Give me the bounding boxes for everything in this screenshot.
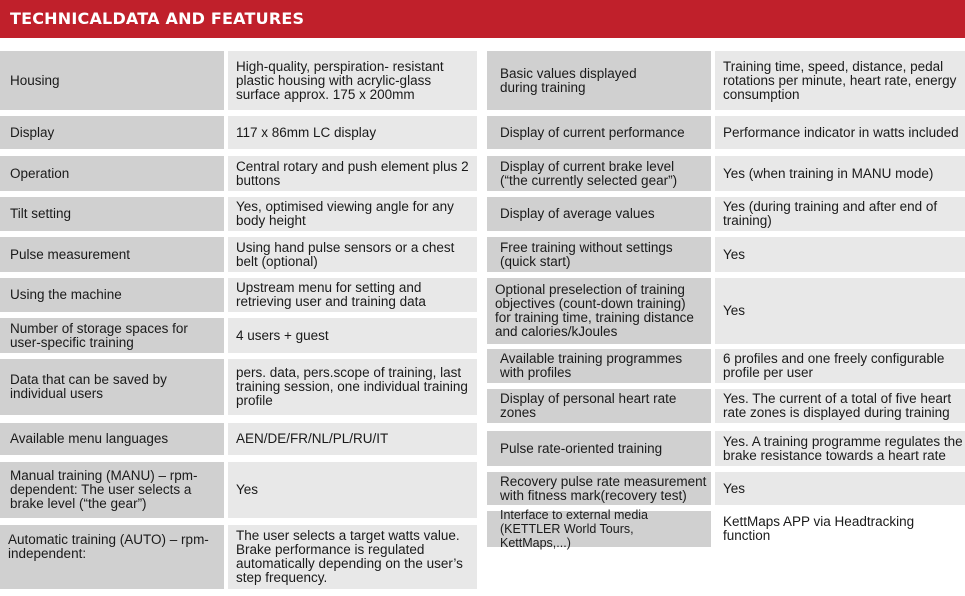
row-label: Display of personal heart rate zones [487,389,711,423]
row-value: Central rotary and push element plus 2 buttons [228,156,477,191]
table-row [0,525,477,589]
row-value: 117 x 86mm LC display [228,116,477,149]
table-row [487,349,965,383]
row-label: Available menu languages [0,423,224,455]
table-row [0,51,477,110]
row-label: Display of current brake level (“the currently selected gear”) [487,156,711,191]
row-value: AEN/DE/FR/NL/PL/RU/IT [228,423,477,455]
page-title: TECHNICALDATA AND FEATURES [0,0,965,38]
table-row [487,472,965,505]
row-label: Tilt setting [0,197,224,231]
row-value: Training time, speed, distance, pedal rotations per minute, heart rate, energy consumption [715,51,965,110]
row-label: Recovery pulse rate measurement with fitness mark(recovery test) [487,472,711,505]
row-label: Optional preselection of training objectives (count-down training) for training time, training distance and calories/kJoules [487,278,711,344]
table-row [487,508,965,550]
row-label: Pulse rate-oriented training [487,431,711,466]
row-value: pers. data, pers.scope of training, last training session, one individual training profile [228,359,477,415]
row-value: Yes [715,472,965,505]
row-label: Display of current performance [487,116,711,149]
row-label: Number of storage spaces for user-specific training [0,318,224,353]
right-spec-table [487,51,965,550]
row-value: Yes (during training and after end of training) [715,197,965,231]
row-label: Available training programmes with profiles [487,349,711,383]
row-value: 4 users + guest [228,318,477,353]
row-value: The user selects a target watts value. Brake performance is regulated automatically depending on the user’s step frequency. [228,525,477,589]
table-row [487,278,965,344]
row-value: Using hand pulse sensors or a chest belt (optional) [228,237,477,272]
table-row [487,431,965,466]
table-row [0,423,477,455]
table-row [0,278,477,312]
row-value: Performance indicator in watts included [715,116,965,149]
row-label: Basic values displayed during training [487,51,711,110]
row-label: Pulse measurement [0,237,224,272]
row-value: Yes, optimised viewing angle for any body height [228,197,477,231]
row-value: Upstream menu for setting and retrieving user and training data [228,278,477,312]
table-row [0,462,477,518]
row-value: 6 profiles and one freely configurable profile per user [715,349,965,383]
row-label: Free training without settings (quick start) [487,237,711,272]
row-label: Data that can be saved by individual users [0,359,224,415]
row-label: Manual training (MANU) – rpm-dependent: The user selects a brake level (“the gear”) [0,462,224,518]
table-row [0,156,477,191]
row-value: Yes [715,237,965,272]
table-row [0,318,477,353]
row-label: Display of average values [487,197,711,231]
table-row [0,197,477,231]
row-label: Operation [0,156,224,191]
table-row [487,237,965,272]
table-row [487,116,965,149]
row-value: High-quality, perspiration- resistant plastic housing with acrylic-glass surface approx. 175 x 200mm [228,51,477,110]
row-label: Interface to external media (KETTLER World Tours, KettMaps,...) [487,511,711,547]
row-value: Yes [228,462,477,518]
table-row [0,116,477,149]
table-row [0,237,477,272]
table-row [487,197,965,231]
table-row [487,51,965,110]
table-row [487,156,965,191]
row-value: Yes [715,278,965,344]
row-value: Yes (when training in MANU mode) [715,156,965,191]
row-value: Yes. A training programme regulates the brake resistance towards a heart rate [715,431,965,466]
row-label: Using the machine [0,278,224,312]
row-label: Display [0,116,224,149]
left-spec-table [0,51,477,589]
row-label: Automatic training (AUTO) – rpm-independent: [0,525,224,589]
row-label: Housing [0,51,224,110]
table-row [487,389,965,423]
row-value: Yes. The current of a total of five heart rate zones is displayed during training [715,389,965,423]
row-value: KettMaps APP via Headtracking function [715,511,965,547]
table-row [0,359,477,415]
